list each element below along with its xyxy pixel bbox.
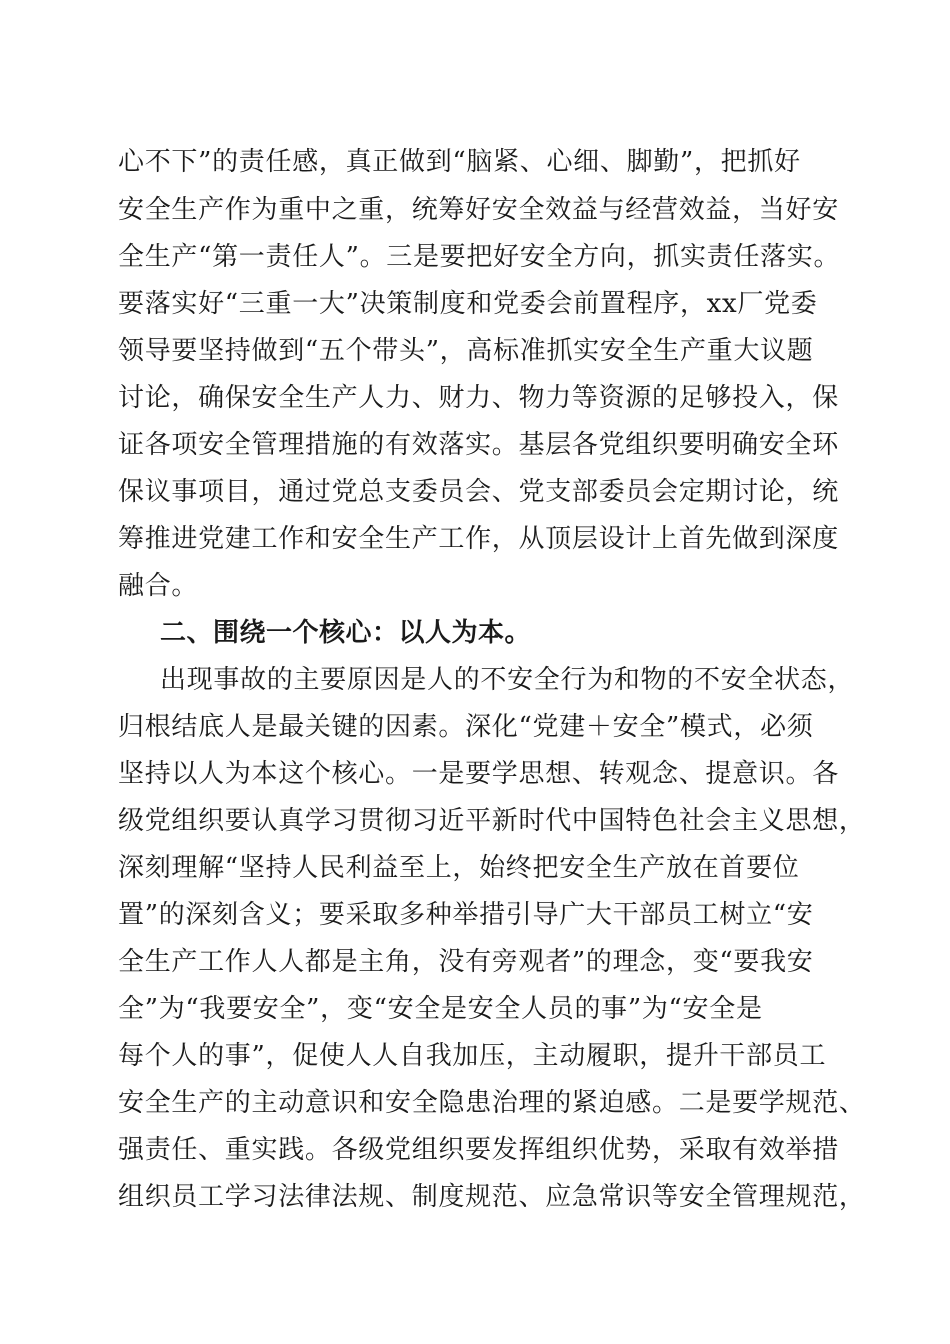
paragraph-2-line-10: 安全生产的主动意识和安全隐患治理的紧迫感。二是要学规范、: [118, 1088, 866, 1118]
paragraph-2-line-3: 坚持以人为本这个核心。一是要学思想、转观念、提意识。各: [118, 759, 839, 789]
section-heading: 二、围绕一个核心：以人为本。: [160, 618, 532, 648]
paragraph-2-line-2: 归根结底人是最关键的因素。深化“党建＋安全”模式，必须: [118, 712, 814, 742]
paragraph-1-line-4: 要落实好“三重一大”决策制度和党委会前置程序，xx厂党委: [118, 289, 818, 319]
paragraph-1-line-1: 心不下”的责任感，真正做到“脑紧、心细、脚勤”，把抓好: [118, 147, 801, 177]
paragraph-2-line-6: 置”的深刻含义；要采取多种举措引导广大干部员工树立“安: [118, 900, 814, 930]
paragraph-1-line-6: 讨论，确保安全生产人力、财力、物力等资源的足够投入，保: [118, 383, 839, 413]
paragraph-1-line-2: 安全生产作为重中之重，统筹好安全效益与经营效益，当好安: [118, 195, 839, 225]
paragraph-2-line-5: 深刻理解“坚持人民利益至上，始终把安全生产放在首要位: [118, 853, 800, 883]
paragraph-2-line-12: 组织员工学习法律法规、制度规范、应急常识等安全管理规范，: [118, 1182, 866, 1212]
paragraph-1-line-8: 保议事项目，通过党总支委员会、党支部委员会定期讨论，统: [118, 477, 839, 507]
paragraph-2-line-7: 全生产工作人人都是主角，没有旁观者”的理念，变“要我安: [118, 947, 814, 977]
paragraph-1-line-3: 全生产“第一责任人”。三是要把好安全方向，抓实责任落实。: [118, 242, 841, 272]
paragraph-1-line-7: 证各项安全管理措施的有效落实。基层各党组织要明确安全环: [118, 430, 839, 460]
paragraph-1-line-9: 筹推进党建工作和安全生产工作，从顶层设计上首先做到深度: [118, 524, 839, 554]
paragraph-1-line-10: 融合。: [118, 571, 199, 601]
paragraph-1-line-5: 领导要坚持做到“五个带头”，高标准抓实安全生产重大议题: [118, 336, 814, 366]
paragraph-2-line-4: 级党组织要认真学习贯彻习近平新时代中国特色社会主义思想，: [118, 806, 866, 836]
paragraph-2-line-9: 每个人的事”，促使人人自我加压，主动履职，提升干部员工: [118, 1041, 827, 1071]
paragraph-2-line-8: 全”为“我要安全”，变“安全是安全人员的事”为“安全是: [118, 994, 763, 1024]
paragraph-2-line-1: 出现事故的主要原因是人的不安全行为和物的不安全状态，: [160, 665, 855, 695]
paragraph-2-line-11: 强责任、重实践。各级党组织要发挥组织优势，采取有效举措: [118, 1135, 839, 1165]
